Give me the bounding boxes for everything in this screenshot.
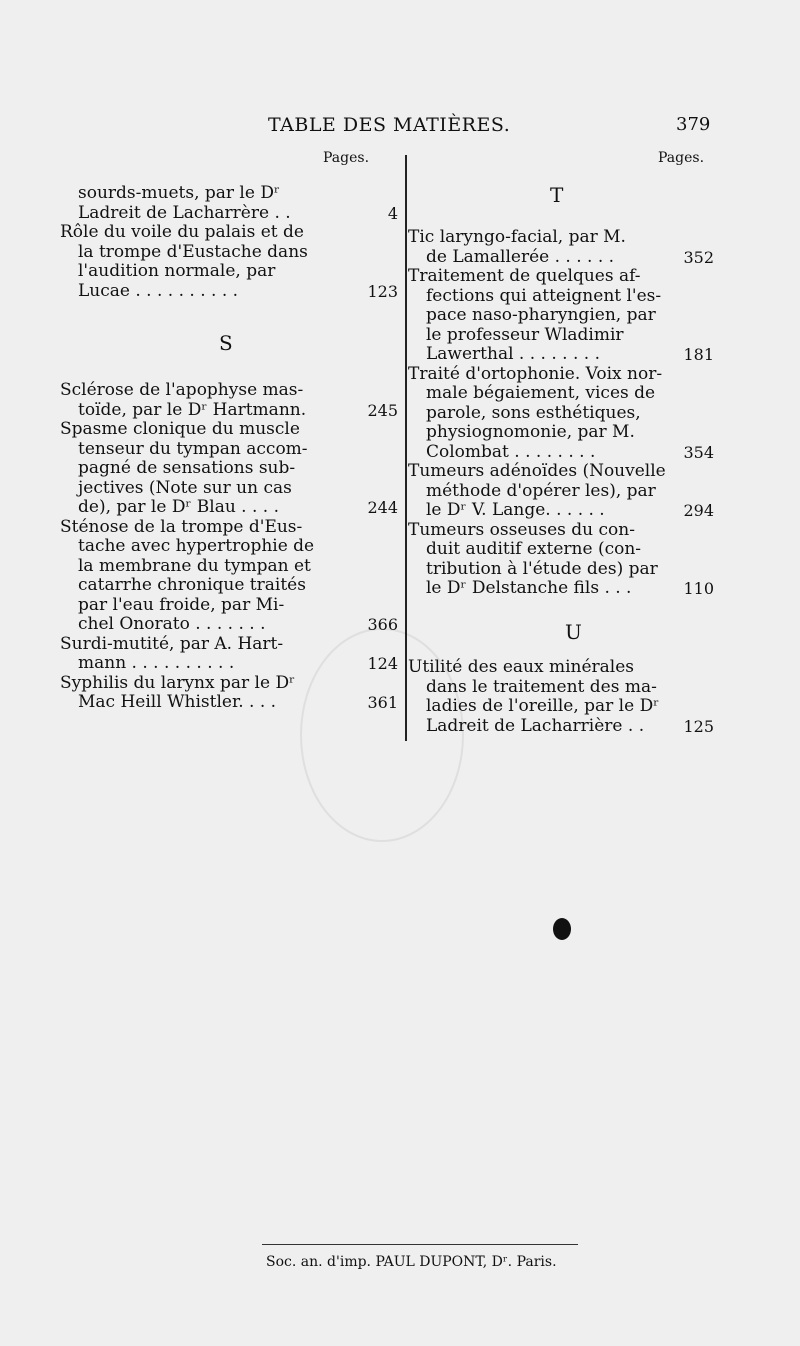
toc-line — [60, 654, 396, 674]
toc-line — [60, 401, 396, 421]
toc-line — [408, 697, 728, 717]
toc-line — [60, 204, 396, 224]
toc-entry-text: sourds-muets, par le Dʳ — [78, 183, 280, 203]
toc-line — [60, 615, 396, 635]
toc-line — [408, 306, 728, 326]
toc-line — [408, 326, 728, 346]
toc-page-number: 181 — [683, 345, 714, 364]
toc-page-number: 354 — [683, 442, 714, 462]
toc-line — [408, 462, 728, 482]
footer-rule — [262, 1244, 578, 1245]
toc-entry-text: parole, sons esthétiques, — [426, 402, 641, 423]
toc-page-number: 244 — [367, 498, 398, 517]
toc-entry-text: pace naso-pharyngien, par — [426, 305, 656, 325]
toc-entry-text: Sténose de la trompe d'Eus- — [60, 516, 303, 537]
toc-entry-text: le professeur Wladimir — [426, 324, 624, 345]
section-letter-s: S — [219, 331, 233, 355]
toc-entry-text: duit auditif externe (con- — [426, 539, 642, 559]
entry-block — [408, 228, 728, 599]
toc-line — [408, 560, 728, 580]
toc-entry-text: jectives (Note sur un cas — [78, 477, 292, 498]
toc-line — [60, 557, 396, 577]
toc-line — [408, 521, 728, 541]
toc-line — [60, 243, 396, 263]
toc-entry-text: Lawerthal . . . . . . . . — [426, 344, 600, 364]
toc-line — [60, 693, 396, 713]
toc-entry-text: chel Onorato . . . . . . . — [78, 614, 266, 634]
page-title: TABLE DES MATIÈRES. — [268, 114, 511, 136]
toc-entry-text: Colombat . . . . . . . . — [426, 441, 596, 462]
toc-line — [60, 596, 396, 616]
toc-line — [408, 678, 728, 698]
toc-line — [60, 479, 396, 499]
toc-entry-text: toïde, par le Dʳ Hartmann. — [78, 399, 307, 420]
toc-entry-text: dans le traitement des ma- — [426, 676, 657, 697]
ink-blot — [553, 918, 571, 940]
toc-entry-text: Tumeurs osseuses du con- — [408, 519, 635, 540]
toc-entry-text: Rôle du voile du palais et de — [60, 222, 304, 242]
toc-entry-text: Traitement de quelques af- — [408, 266, 641, 286]
toc-line — [408, 540, 728, 560]
toc-line — [408, 482, 728, 502]
toc-line — [408, 717, 728, 737]
toc-page-number: 125 — [683, 716, 714, 736]
toc-line — [60, 576, 396, 596]
toc-entry-text: Ladreit de Lacharrière . . — [426, 715, 645, 736]
toc-entry-text: mann . . . . . . . . . . — [78, 653, 235, 673]
toc-line — [408, 501, 728, 521]
toc-entry-text: Ladreit de Lacharrère . . — [78, 202, 291, 223]
toc-entry-text: Tumeurs adénoïdes (Nouvelle — [408, 461, 666, 481]
toc-entry-text: l'audition normale, par — [78, 261, 276, 281]
toc-entry-text: ladies de l'oreille, par le Dʳ — [426, 696, 660, 716]
toc-entry-text: Lucae . . . . . . . . . . — [78, 280, 239, 301]
toc-entry-text: Surdi-mutité, par A. Hart- — [60, 633, 284, 654]
page-number: 379 — [676, 114, 711, 135]
toc-line — [408, 423, 728, 443]
toc-line — [60, 262, 396, 282]
toc-line — [60, 674, 396, 694]
toc-entry-text: la membrane du tympan et — [78, 555, 311, 576]
column-divider — [405, 155, 407, 741]
toc-entry-text: Spasme clonique du muscle — [60, 419, 300, 439]
toc-line — [408, 248, 728, 268]
toc-entry-text: catarrhe chronique traités — [78, 575, 306, 595]
toc-entry-text: tribution à l'étude des) par — [426, 558, 658, 579]
toc-entry-text: tache avec hypertrophie de — [78, 536, 315, 556]
toc-line — [60, 537, 396, 557]
toc-entry-text: tenseur du tympan accom- — [78, 438, 308, 459]
toc-line — [408, 228, 728, 248]
entry-block — [408, 658, 728, 736]
toc-line — [408, 287, 728, 307]
section-letter-t: T — [550, 183, 564, 207]
toc-entry-text: Traité d'ortophonie. Voix nor- — [408, 363, 663, 384]
toc-entry-text: physiognomonie, par M. — [426, 422, 635, 442]
toc-entry-text: fections qui atteignent l'es- — [426, 285, 662, 306]
section-letter-u: U — [565, 620, 582, 644]
toc-page-number: 361 — [367, 693, 398, 712]
toc-page-number: 245 — [367, 400, 398, 420]
toc-line — [408, 384, 728, 404]
toc-line — [408, 443, 728, 463]
toc-page-number: 124 — [367, 654, 398, 673]
toc-entry-text: méthode d'opérer les), par — [426, 480, 656, 501]
toc-entry-text: le Dʳ Delstanche fils . . . — [426, 578, 632, 598]
toc-entry-text: par l'eau froide, par Mi- — [78, 594, 285, 615]
toc-entry-text: Mac Heill Whistler. . . . — [78, 692, 277, 712]
toc-line — [60, 635, 396, 655]
toc-line — [408, 345, 728, 365]
toc-entry-text: le Dʳ V. Lange. . . . . . — [426, 500, 605, 520]
toc-entry-text: Utilité des eaux minérales — [408, 657, 635, 677]
toc-line — [408, 267, 728, 287]
toc-line — [408, 658, 728, 678]
toc-page-number: 110 — [683, 579, 714, 598]
toc-page-number: 366 — [367, 615, 398, 634]
toc-entry-text: la trompe d'Eustache dans — [78, 241, 308, 262]
toc-line — [60, 223, 396, 243]
toc-entry-text: Syphilis du larynx par le Dʳ — [60, 672, 295, 693]
toc-line — [60, 498, 396, 518]
entry-block — [60, 184, 396, 301]
pages-label-right: Pages. — [658, 150, 705, 166]
toc-line — [60, 420, 396, 440]
printer-imprint: Soc. an. d'imp. PAUL DUPONT, Dʳ. Paris. — [266, 1254, 557, 1270]
toc-entry-text: Tic laryngo-facial, par M. — [408, 227, 626, 247]
toc-line — [60, 184, 396, 204]
pages-label-left: Pages. — [323, 150, 370, 166]
toc-entry-text: Sclérose de l'apophyse mas- — [60, 380, 304, 400]
toc-line — [408, 579, 728, 599]
toc-line — [60, 381, 396, 401]
toc-page-number: 352 — [683, 247, 714, 267]
toc-entry-text: de Lamallerée . . . . . . — [426, 246, 615, 267]
toc-entry-text: de), par le Dʳ Blau . . . . — [78, 497, 280, 517]
toc-line — [60, 440, 396, 460]
toc-line — [60, 282, 396, 302]
entry-block — [60, 381, 396, 713]
toc-entry-text: pagné de sensations sub- — [78, 458, 296, 478]
toc-page-number: 123 — [367, 281, 398, 301]
toc-entry-text: male bégaiement, vices de — [426, 383, 656, 403]
toc-page-number: 294 — [683, 501, 714, 520]
toc-line — [60, 459, 396, 479]
toc-line — [408, 404, 728, 424]
toc-line — [408, 365, 728, 385]
toc-page-number: 4 — [387, 203, 398, 223]
toc-line — [60, 518, 396, 538]
